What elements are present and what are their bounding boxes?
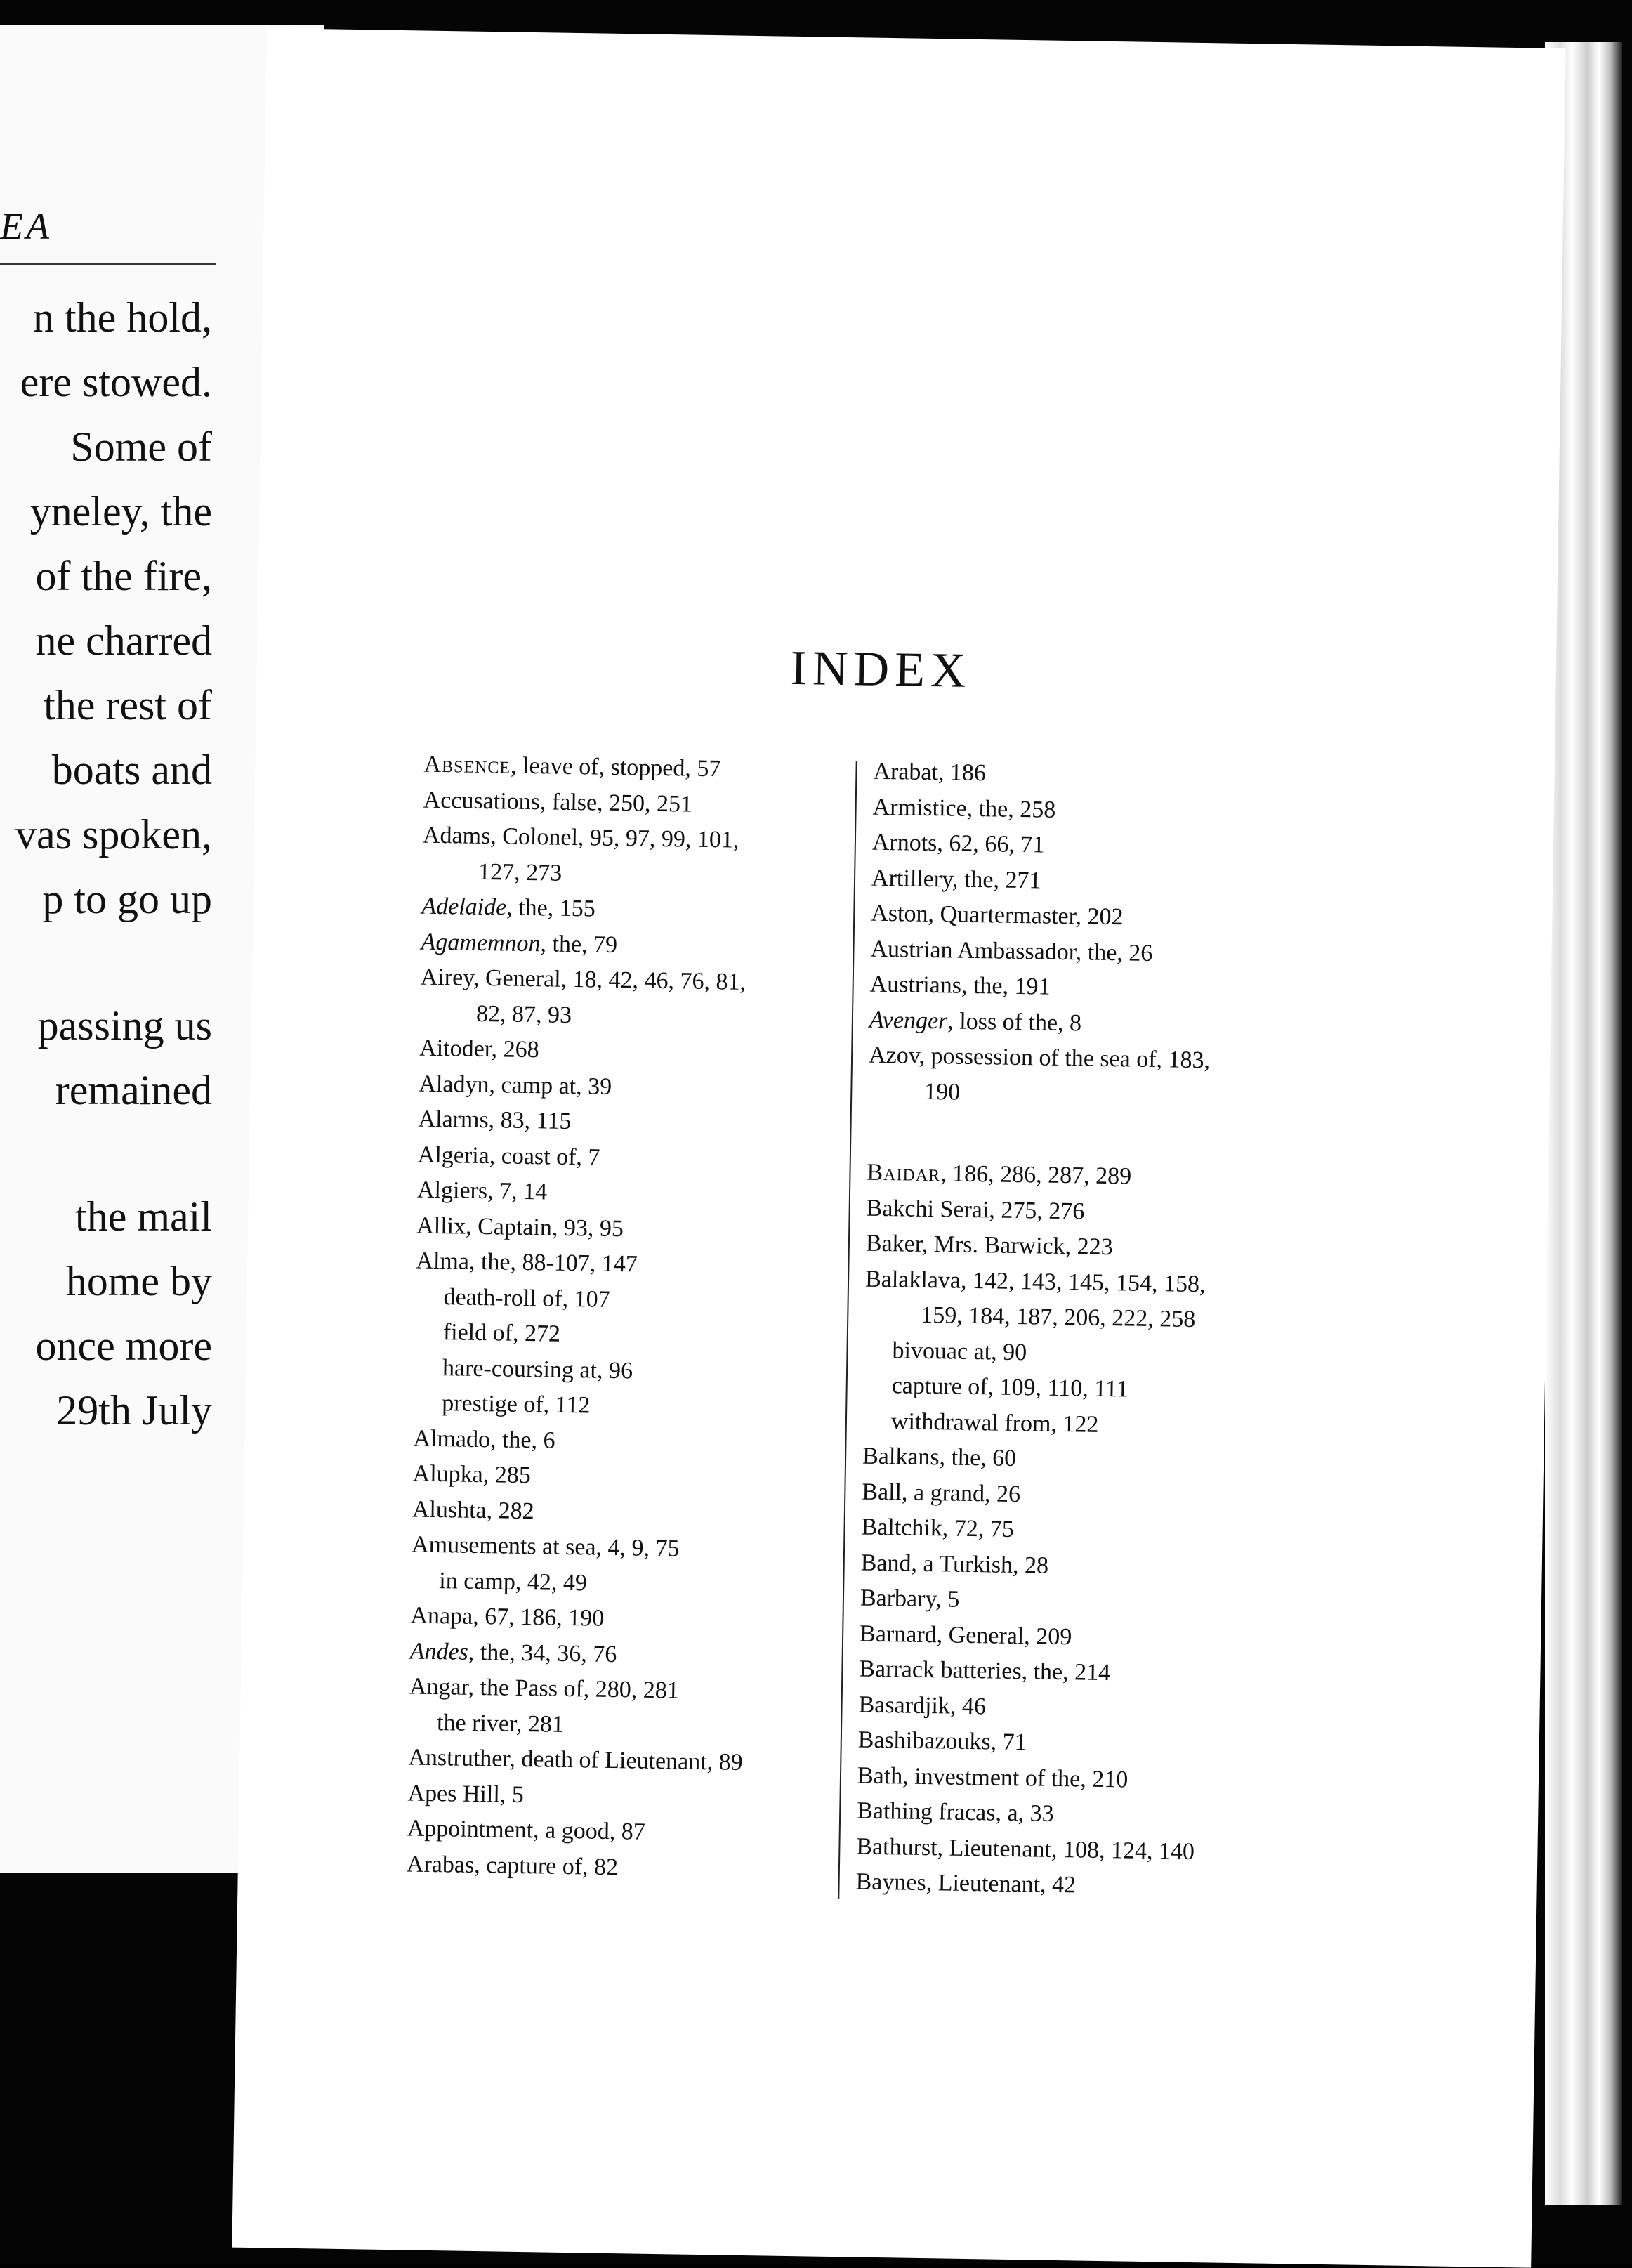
- index-entry: Aston, Quartermaster, 202: [871, 900, 1124, 931]
- index-entry: capture of, 109, 110, 111: [891, 1372, 1129, 1403]
- index-entry: Algeria, coast of, 7: [417, 1141, 600, 1171]
- entry-rest: , leave of, stopped, 57: [510, 752, 721, 782]
- index-entry: Bath, investment of the, 210: [857, 1762, 1128, 1793]
- index-entry: Almado, the, 6: [413, 1425, 555, 1454]
- index-entry: Appointment, a good, 87: [407, 1815, 646, 1845]
- index-entry: Aitoder, 268: [419, 1035, 539, 1063]
- index-entry: Bashibazouks, 71: [857, 1726, 1027, 1756]
- index-entry: field of, 272: [442, 1319, 561, 1347]
- text-line: home by: [65, 1258, 212, 1304]
- index-entry: Accusations, false, 250, 251: [423, 787, 693, 818]
- index-column-right: [855, 754, 1323, 1907]
- text-line: vas spoken,: [15, 811, 212, 858]
- index-entry: Arabat, 186: [873, 758, 987, 787]
- text-line: n the hold,: [33, 294, 212, 341]
- index-entry: Angar, the Pass of, 280, 281: [409, 1673, 680, 1704]
- index-page: [232, 28, 1565, 2268]
- index-entry: [423, 747, 860, 789]
- index-entry: Bathurst, Lieutenant, 108, 124, 140: [856, 1833, 1195, 1865]
- index-entry: Austrian Ambassador, the, 26: [870, 936, 1153, 966]
- index-entry: in camp, 42, 49: [439, 1567, 588, 1596]
- entry-lead-italic: Adelaide: [421, 893, 507, 921]
- text-line: the mail: [75, 1193, 212, 1240]
- index-entry: Arabas, capture of, 82: [406, 1850, 619, 1880]
- index-entry: Apes Hill, 5: [407, 1779, 525, 1808]
- index-column-left: [407, 747, 860, 1889]
- index-entry: death-roll of, 107: [443, 1283, 610, 1313]
- text-line: passing us: [37, 1002, 212, 1049]
- index-entry: Artillery, the, 271: [871, 865, 1041, 893]
- index-entry: Ball, a grand, 26: [862, 1479, 1021, 1507]
- index-entry: Basardjik, 46: [858, 1691, 987, 1719]
- text-line: ne charred: [35, 617, 212, 664]
- index-entry: Balaklava, 142, 143, 145, 154, 158,: [864, 1266, 1206, 1297]
- index-entry: Armistice, the, 258: [872, 794, 1056, 823]
- facing-page-text: [0, 285, 212, 1443]
- running-head: EA: [0, 205, 52, 247]
- index-entry: 82, 87, 93: [475, 1000, 572, 1028]
- index-entry: [421, 889, 857, 931]
- index-entry: Anapa, 67, 186, 190: [410, 1602, 605, 1632]
- index-entry: Aladyn, camp at, 39: [419, 1070, 612, 1100]
- index-entry: Amusements at sea, 4, 9, 75: [411, 1531, 680, 1562]
- entry-rest: , the, 155: [506, 894, 596, 922]
- text-line: boats and: [51, 747, 212, 793]
- entry-lead-smallcaps: Baidar: [867, 1159, 941, 1187]
- index-entry: Airey, General, 18, 42, 46, 76, 81,: [420, 964, 746, 995]
- entry-lead-smallcaps: Absence: [423, 751, 511, 779]
- entry-rest: , the, 79: [540, 930, 618, 958]
- index-entry: hare-coursing at, 96: [442, 1354, 633, 1384]
- index-entry: 190: [924, 1078, 961, 1106]
- index-entry: Baynes, Lieutenant, 42: [855, 1868, 1077, 1899]
- text-line: ere stowed.: [20, 359, 212, 405]
- index-entry: Adams, Colonel, 95, 97, 99, 101,: [422, 822, 739, 853]
- index-entry: Baltchik, 72, 75: [861, 1514, 1015, 1542]
- index-entry: prestige of, 112: [441, 1390, 591, 1419]
- page-title: INDEX: [790, 641, 973, 698]
- text-line: of the fire,: [35, 553, 212, 599]
- index-entry: 127, 273: [478, 858, 562, 886]
- index-entry: Baker, Mrs. Barwick, 223: [865, 1230, 1113, 1261]
- index-entry: Austrians, the, 191: [869, 971, 1051, 1000]
- index-entry: bivouac at, 90: [892, 1337, 1027, 1365]
- entry-lead-italic: Andes: [409, 1637, 469, 1665]
- entry-lead-italic: Avenger: [869, 1007, 948, 1034]
- entry-rest: , loss of the, 8: [947, 1007, 1082, 1036]
- index-entry: Band, a Turkish, 28: [860, 1549, 1049, 1579]
- text-line: p to go up: [42, 876, 212, 922]
- index-entry: Anstruther, death of Lieutenant, 89: [408, 1744, 743, 1776]
- index-entry: Barnard, General, 209: [859, 1620, 1072, 1650]
- entry-lead-italic: Agamemnon: [421, 929, 541, 957]
- text-line: Some of: [70, 424, 212, 470]
- section-gap: [867, 1109, 1317, 1162]
- index-entry: withdrawal from, 122: [890, 1408, 1099, 1438]
- text-line: 29th July: [56, 1387, 212, 1434]
- index-entry: 159, 184, 187, 206, 222, 258: [921, 1302, 1196, 1332]
- text-line: yneley, the: [29, 488, 212, 535]
- index-entry: Algiers, 7, 14: [416, 1176, 548, 1205]
- index-entry: Barbary, 5: [860, 1585, 960, 1613]
- index-entry: Arnots, 62, 66, 71: [871, 829, 1045, 858]
- index-entry: Alarms, 83, 115: [418, 1106, 572, 1134]
- head-rule: [0, 263, 216, 265]
- index-entry: Alushta, 282: [412, 1496, 534, 1524]
- entry-rest: , the, 34, 36, 76: [468, 1639, 617, 1667]
- index-entry: Barrack batteries, the, 214: [859, 1656, 1111, 1686]
- text-line: once more: [35, 1323, 212, 1369]
- index-entry: Balkans, the, 60: [862, 1443, 1017, 1472]
- index-entry: [867, 1155, 1317, 1198]
- index-entry: Bathing fracas, a, 33: [856, 1797, 1054, 1827]
- text-line: the rest of: [44, 682, 212, 728]
- entry-rest: , 186, 286, 287, 289: [940, 1160, 1132, 1190]
- text-line: remained: [55, 1067, 212, 1113]
- index-entry: Alma, the, 88-107, 147: [416, 1247, 638, 1278]
- index-entry: Alupka, 285: [412, 1460, 532, 1489]
- index-entry: Bakchi Serai, 275, 276: [866, 1195, 1085, 1224]
- index-entry: Allix, Captain, 93, 95: [416, 1212, 624, 1242]
- index-entry: the river, 281: [436, 1709, 565, 1738]
- index-entry: Azov, possession of the sea of, 183,: [868, 1042, 1211, 1074]
